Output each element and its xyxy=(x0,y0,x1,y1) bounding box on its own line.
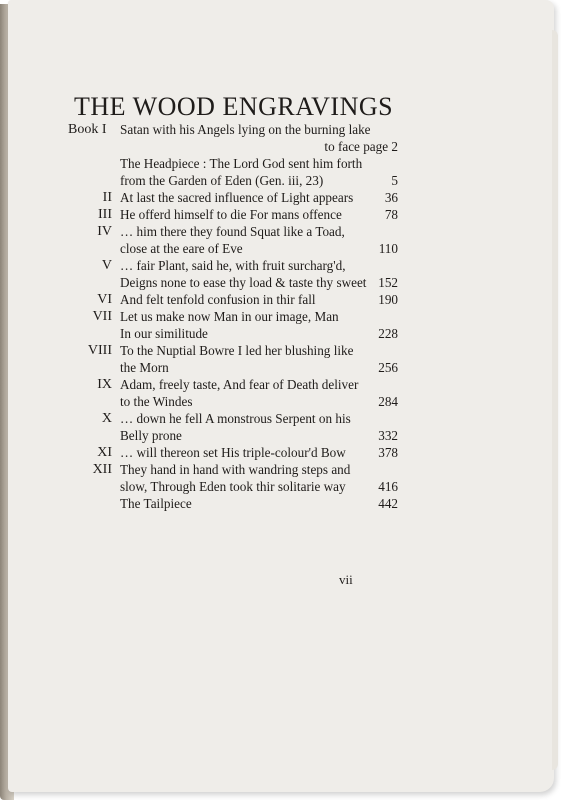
entry-caption-line: Adam, freely taste, And fear of Death deliver xyxy=(120,377,359,392)
book-number: IX xyxy=(97,377,112,392)
page-number: 190 xyxy=(378,292,398,307)
page-number: 442 xyxy=(378,496,398,511)
list-item xyxy=(68,308,398,342)
book-number: IV xyxy=(97,224,112,239)
page-number: 256 xyxy=(378,360,398,375)
list-item xyxy=(68,206,398,223)
list-item xyxy=(68,342,398,376)
page-number: 152 xyxy=(378,275,398,290)
entry-caption-line: … down he fell A monstrous Serpent on his xyxy=(120,411,351,426)
list-item xyxy=(68,461,398,495)
entry-caption-line: … fair Plant, said he, with fruit surcharg'd, xyxy=(120,258,346,273)
page-number: 332 xyxy=(378,428,398,443)
entry-caption-line: from the Garden of Eden (Gen. iii, 23) 5 xyxy=(120,173,398,188)
book-number: VI xyxy=(97,292,112,307)
book-number: II xyxy=(102,190,112,205)
list-item xyxy=(68,189,398,206)
folio-number: vii xyxy=(339,572,353,587)
list-item xyxy=(68,410,398,444)
page-number: 416 xyxy=(378,479,398,494)
list-item xyxy=(68,376,398,410)
list-item xyxy=(68,444,398,461)
entry-caption-line: Satan with his Angels lying on the burning lake xyxy=(120,122,371,137)
page-number: 5 xyxy=(391,173,398,188)
book-number: XI xyxy=(97,445,112,460)
entry-caption-line: In our similitude 228 xyxy=(120,326,398,341)
book-number: V xyxy=(101,258,112,273)
page-title: THE WOOD ENGRAVINGS xyxy=(74,92,394,121)
entry-caption-line: At last the sacred influence of Light appears 36 xyxy=(120,190,398,205)
list-item xyxy=(68,291,398,308)
entry-caption-line: He offerd himself to die For mans offence 78 xyxy=(120,207,398,222)
entry-caption-line: … him there they found Squat like a Toad, xyxy=(120,224,345,239)
book-number: VII xyxy=(92,309,112,324)
entry-caption-line: The Tailpiece 442 xyxy=(120,496,398,511)
entry-caption-line: The Headpiece : The Lord God sent him forth xyxy=(120,156,363,171)
book-number: VIII xyxy=(87,343,112,358)
book-number: Book I xyxy=(68,122,107,137)
entry-caption-line: Deigns none to ease thy load & taste thy sweet 152 xyxy=(120,275,398,290)
page-number: 110 xyxy=(378,241,398,256)
entry-caption-line: to the Windes 284 xyxy=(120,394,398,409)
entry-caption-line: to face page 2 xyxy=(324,139,398,154)
book-number: III xyxy=(98,207,112,222)
book-number: XII xyxy=(92,462,112,477)
entry-caption-line: … will thereon set His triple-colour'd Bow 378 xyxy=(120,445,398,460)
page-number: 284 xyxy=(378,394,398,409)
engravings-list xyxy=(68,121,398,512)
book-page xyxy=(8,0,554,792)
book-number: X xyxy=(101,411,112,426)
entry-caption-line: They hand in hand with wandring steps and xyxy=(120,462,351,477)
entry-caption-line: And felt tenfold confusion in thir fall 190 xyxy=(120,292,398,307)
entry-caption-line: slow, Through Eden took thir solitarie way 416 xyxy=(120,479,398,494)
list-item xyxy=(68,495,398,512)
entry-caption-line: Let us make now Man in our image, Man xyxy=(120,309,339,324)
page-number: 78 xyxy=(384,207,398,222)
list-item xyxy=(68,257,398,291)
entry-caption-line: the Morn 256 xyxy=(120,360,398,375)
list-item xyxy=(68,155,398,189)
list-item xyxy=(68,121,398,155)
page-number: 36 xyxy=(384,190,398,205)
page-number: 228 xyxy=(378,326,398,341)
list-item xyxy=(68,223,398,257)
entry-caption-line: close at the eare of Eve 110 xyxy=(120,241,398,256)
entry-caption-line: Belly prone 332 xyxy=(120,428,398,443)
entry-caption-line: To the Nuptial Bowre I led her blushing like xyxy=(120,343,354,358)
page-number: 378 xyxy=(378,445,398,460)
